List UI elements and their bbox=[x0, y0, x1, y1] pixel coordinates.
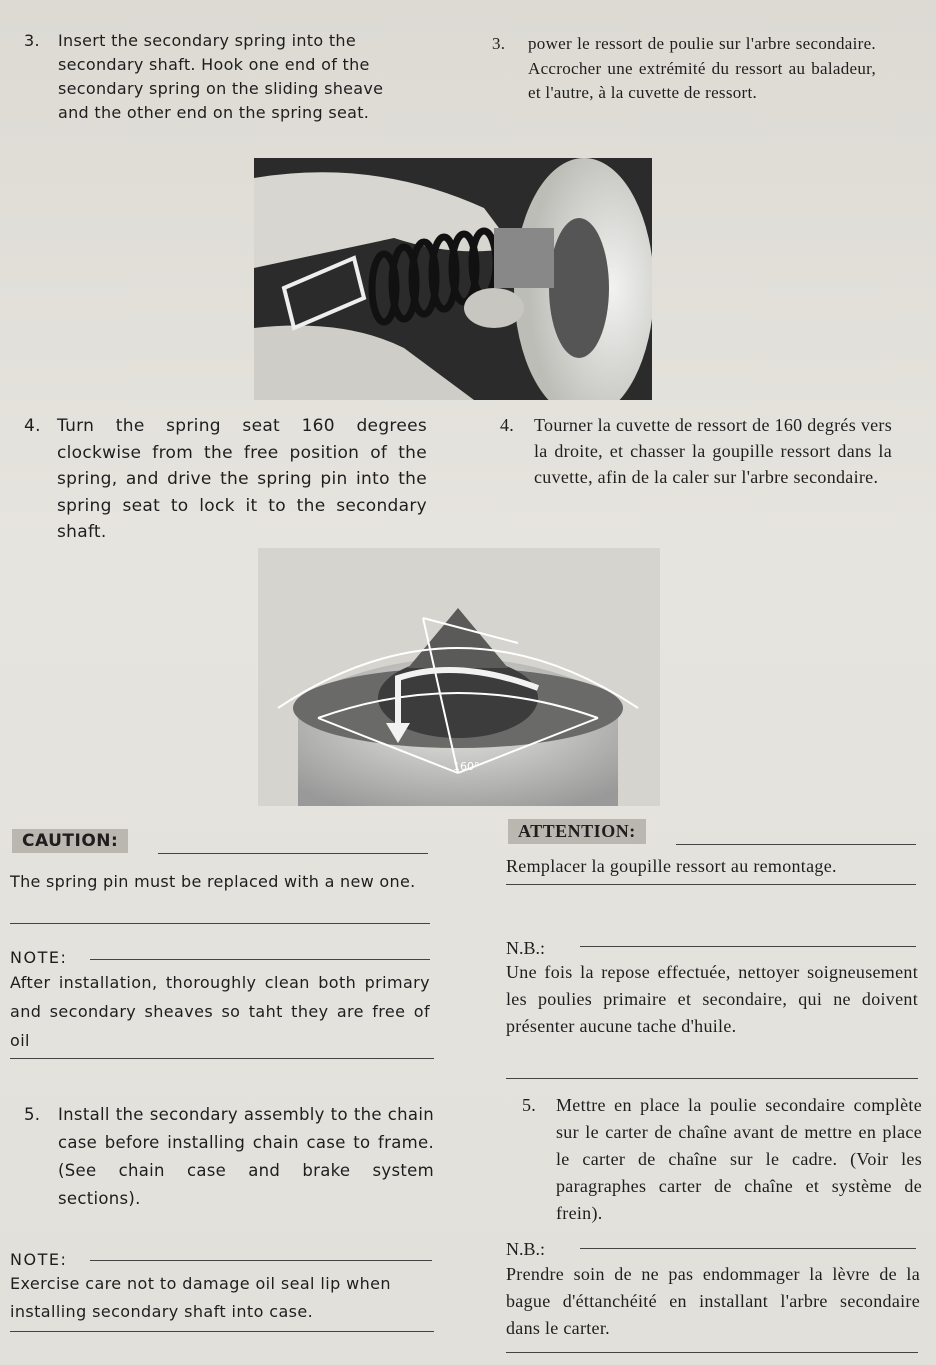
caution-text-en: The spring pin must be replaced with a new one. bbox=[10, 872, 416, 891]
angle-label: 160° bbox=[453, 760, 480, 773]
note1-footer-rule-fr bbox=[506, 1078, 918, 1079]
step5-fr bbox=[522, 1092, 922, 1227]
step3-text-fr: power le ressort de poulie sur l'arbre secondaire. Accrocher une extrémité du ressort au baladeur, et l'autre, à la cuvette de ressort. bbox=[528, 34, 876, 102]
caution-header-rule-en bbox=[158, 853, 428, 854]
note2-header-rule-en bbox=[90, 1260, 432, 1261]
spring-seat-rotation-photo bbox=[258, 548, 660, 806]
step3-fr bbox=[492, 32, 882, 106]
step3-number-en: 3. bbox=[24, 31, 40, 50]
note2-label-en: NOTE: bbox=[10, 1250, 68, 1269]
caution-text-fr: Remplacer la goupille ressort au remontage. bbox=[506, 856, 837, 876]
caution-label-en: CAUTION: bbox=[12, 829, 128, 853]
note1-footer-rule-en bbox=[10, 1058, 434, 1059]
step4-fr bbox=[500, 412, 895, 490]
step3-number-fr: 3. bbox=[492, 34, 506, 53]
spring-install-photo bbox=[254, 158, 652, 400]
note2-label-fr: N.B.: bbox=[506, 1239, 546, 1259]
note2-text-fr: Prendre soin de ne pas endommager la lèvre de la bague d'éttanchéité en installant l'arbre secondaire dans le carter. bbox=[506, 1264, 920, 1338]
step3-text-en: Insert the secondary spring into the secondary shaft. Hook one end of the secondary spring on the sliding sheave and the other end on the spring seat. bbox=[58, 31, 384, 122]
step5-text-en: Install the secondary assembly to the chain case before installing chain case to frame. (See chain case and brake system sections). bbox=[58, 1105, 434, 1208]
note1-label-fr: N.B.: bbox=[506, 938, 546, 958]
step5-number-en: 5. bbox=[24, 1105, 41, 1124]
step5-number-fr: 5. bbox=[522, 1095, 537, 1115]
step4-text-fr: Tourner la cuvette de ressort de 160 degrés vers la droite, et chasser la goupille ressort dans la cuvette, afin de la caler sur l'arbre secondaire. bbox=[534, 415, 893, 487]
step4-number-en: 4. bbox=[24, 416, 41, 436]
caution-footer-rule-en bbox=[10, 923, 430, 924]
step3-en bbox=[24, 29, 424, 125]
caution-footer-rule-fr bbox=[506, 884, 916, 885]
caution-header-rule-fr bbox=[676, 844, 916, 845]
note1-header-rule-en bbox=[90, 959, 430, 960]
note2-footer-rule-fr bbox=[506, 1352, 918, 1353]
step4-text-en: Turn the spring seat 160 degrees clockwise from the free position of the spring, and drive the spring pin into the spring seat to lock it to the secondary shaft. bbox=[57, 416, 427, 542]
step5-text-fr: Mettre en place la poulie secondaire complète sur le carter de chaîne avant de mettre en place le carter de chaîne sur le cadre. (Voir les paragraphes carter de chaîne et système de frein). bbox=[556, 1095, 922, 1223]
note2-text-en: Exercise care not to damage oil seal lip when installing secondary shaft into case. bbox=[10, 1274, 391, 1321]
note2-footer-rule-en bbox=[10, 1331, 434, 1332]
note1-text-en: After installation, thoroughly clean both primary and secondary sheaves so taht they are free of oil bbox=[10, 973, 430, 1050]
caution-label-fr: ATTENTION: bbox=[508, 819, 646, 844]
step4-en bbox=[24, 413, 434, 546]
note2-header-rule-fr bbox=[580, 1248, 916, 1249]
note1-text-fr: Une fois la repose effectuée, nettoyer soigneusement les poulies primaire et secondaire, qui ne doivent présenter aucune tache d'huile. bbox=[506, 962, 918, 1036]
step5-en bbox=[24, 1101, 436, 1213]
step4-number-fr: 4. bbox=[500, 415, 515, 435]
note1-label-en: NOTE: bbox=[10, 948, 68, 967]
note1-header-rule-fr bbox=[580, 946, 916, 947]
